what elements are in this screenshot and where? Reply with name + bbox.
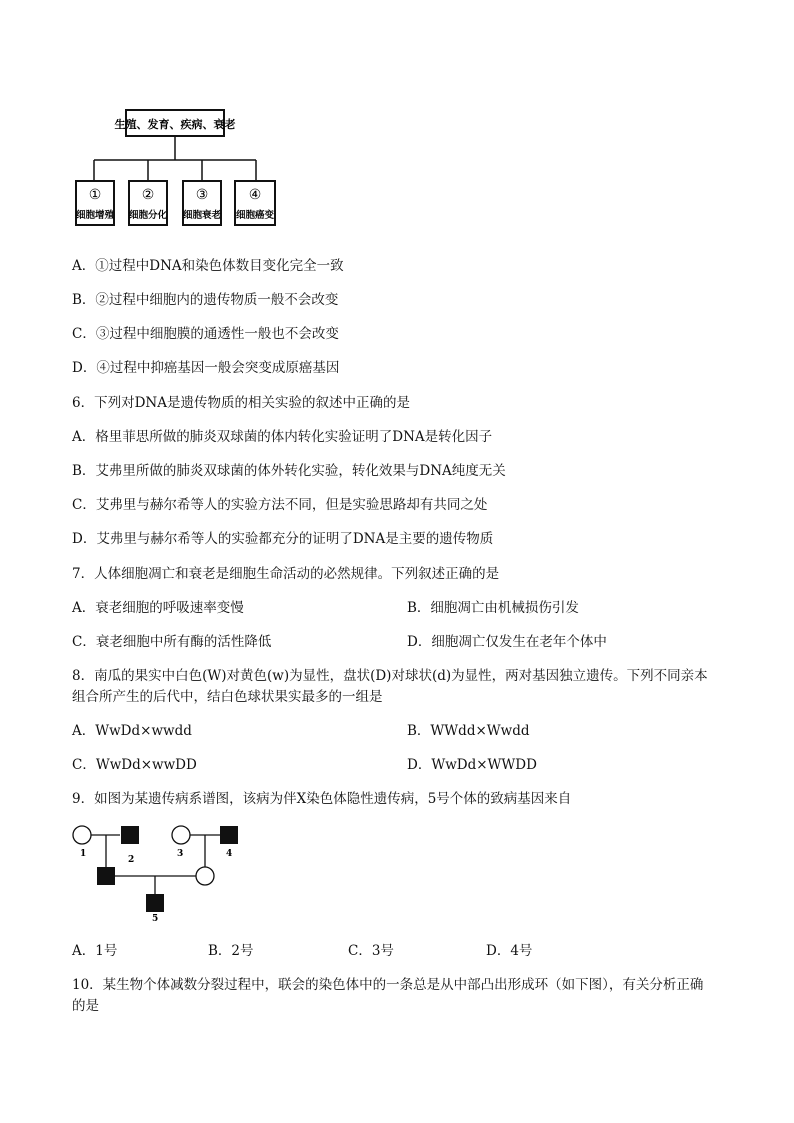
- q8-option-a: A．WwDd×wwdd: [72, 723, 192, 739]
- q5-option-c: C．③过程中细胞膜的通透性一般也不会改变: [72, 326, 339, 342]
- q8-option-b: B．WWdd×Wwdd: [407, 723, 530, 739]
- box-num-2: ②: [141, 187, 155, 203]
- q9-option-a: A．1号: [72, 943, 118, 959]
- label-2: 2: [128, 855, 135, 865]
- label-4: 4: [226, 849, 233, 859]
- q8-stem-line1: 8．南瓜的果实中白色(W)对黄色(w)为显性，盘状(D)对球状(d)为显性，两对基因独立遗传。下列不同亲本: [72, 668, 708, 684]
- box-label-1: 细胞增殖: [75, 210, 115, 221]
- q7-option-c: C．衰老细胞中所有酶的活性降低: [72, 634, 272, 650]
- label-1: 1: [80, 849, 87, 859]
- q5-option-a: A．①过程中DNA和染色体数目变化完全一致: [72, 258, 344, 274]
- q7-stem: 7．人体细胞凋亡和衰老是细胞生命活动的必然规律。下列叙述正确的是: [72, 566, 500, 582]
- q6-option-c: C．艾弗里与赫尔希等人的实验方法不同，但是实验思路却有共同之处: [72, 497, 488, 513]
- individual-3-female: [172, 826, 190, 844]
- q6-option-d: D．艾弗里与赫尔希等人的实验都充分的证明了DNA是主要的遗传物质: [72, 531, 494, 547]
- q9-stem: 9．如图为某遗传病系谱图，该病为伴X染色体隐性遗传病，5号个体的致病基因来自: [72, 791, 572, 807]
- q8-stem-line2: 组合所产生的后代中，结白色球状果实最多的一组是: [72, 689, 383, 705]
- label-5: 5: [152, 914, 159, 924]
- top-label: 生殖、发育、疾病、衰老: [114, 118, 236, 131]
- individual-ii-1-affected-male: [97, 867, 115, 885]
- label-3: 3: [177, 849, 184, 859]
- q5-option-b: B．②过程中细胞内的遗传物质一般不会改变: [72, 292, 339, 308]
- cell-process-diagram: [0, 0, 794, 240]
- q7-option-d: D．细胞凋亡仅发生在老年个体中: [407, 634, 607, 650]
- q10-stem-line2: 的是: [72, 998, 99, 1014]
- q8-option-d: D．WwDd×WWDD: [407, 757, 537, 773]
- pedigree-chart: [0, 820, 794, 925]
- box-num-4: ④: [248, 187, 262, 203]
- individual-1-female: [73, 826, 91, 844]
- box-num-1: ①: [88, 187, 102, 203]
- individual-ii-2-female: [196, 867, 214, 885]
- q5-option-d: D．④过程中抑癌基因一般会突变成原癌基因: [72, 360, 340, 376]
- individual-2-affected-male: [121, 826, 139, 844]
- q7-option-a: A．衰老细胞的呼吸速率变慢: [72, 600, 244, 616]
- q6-stem: 6．下列对DNA是遗传物质的相关实验的叙述中正确的是: [72, 395, 410, 411]
- box-label-4: 细胞癌变: [235, 210, 275, 221]
- individual-5-affected-male: [146, 894, 164, 912]
- box-label-2: 细胞分化: [128, 210, 168, 221]
- q6-option-b: B．艾弗里所做的肺炎双球菌的体外转化实验，转化效果与DNA纯度无关: [72, 463, 506, 479]
- box-label-3: 细胞衰老: [182, 210, 222, 221]
- q10-stem-line1: 10．某生物个体减数分裂过程中，联会的染色体中的一条总是从中部凸出形成环（如下图），有关分析正确: [72, 977, 704, 993]
- q9-option-d: D．4号: [486, 943, 533, 959]
- q8-option-c: C．WwDd×wwDD: [72, 757, 197, 773]
- q9-option-c: C．3号: [348, 943, 394, 959]
- q9-option-b: B．2号: [208, 943, 254, 959]
- q6-option-a: A．格里菲思所做的肺炎双球菌的体内转化实验证明了DNA是转化因子: [72, 429, 493, 445]
- individual-4-affected-male: [220, 826, 238, 844]
- box-num-3: ③: [195, 187, 209, 203]
- q7-option-b: B．细胞凋亡由机械损伤引发: [407, 600, 579, 616]
